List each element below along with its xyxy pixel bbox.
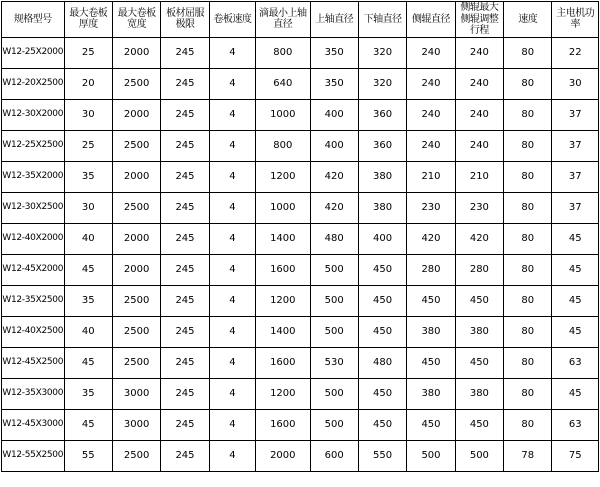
table-cell: 2000 (112, 254, 160, 285)
table-cell: 63 (552, 409, 599, 440)
table-row (2, 130, 599, 161)
table-cell: 78 (504, 440, 552, 471)
table-row (2, 254, 599, 285)
table-cell: 240 (455, 99, 503, 130)
table-cell: 4 (209, 161, 255, 192)
table-cell: 30 (552, 68, 599, 99)
table-cell: 245 (161, 130, 209, 161)
table-cell: 400 (310, 130, 358, 161)
table-cell: 2500 (112, 68, 160, 99)
table-cell: 80 (504, 37, 552, 68)
table-cell: 80 (504, 130, 552, 161)
table-cell: 4 (209, 347, 255, 378)
table-cell: 240 (407, 37, 455, 68)
table-cell: 320 (358, 68, 406, 99)
table-cell: 280 (455, 254, 503, 285)
table-cell: 1600 (256, 254, 310, 285)
table-cell: 2000 (112, 161, 160, 192)
specification-table (1, 1, 599, 472)
table-cell: 800 (256, 130, 310, 161)
table-cell: 480 (310, 223, 358, 254)
table-cell: 450 (455, 409, 503, 440)
table-cell: 80 (504, 347, 552, 378)
table-cell: 80 (504, 223, 552, 254)
table-cell: 2500 (112, 192, 160, 223)
table-cell: 80 (504, 378, 552, 409)
column-header-min-diameter: 滴最小上轴直径 (256, 2, 310, 38)
table-cell: 245 (161, 37, 209, 68)
table-cell: 240 (455, 37, 503, 68)
table-cell: 320 (358, 37, 406, 68)
cell-model: W12-55X2500 (2, 440, 65, 471)
table-cell: 4 (209, 192, 255, 223)
cell-model: W12-40X2000 (2, 223, 65, 254)
table-cell: 1200 (256, 161, 310, 192)
table-row (2, 161, 599, 192)
table-cell: 450 (407, 285, 455, 316)
table-cell: 230 (455, 192, 503, 223)
table-cell: 75 (552, 440, 599, 471)
table-cell: 245 (161, 440, 209, 471)
table-cell: 37 (552, 99, 599, 130)
cell-model: W12-45X2500 (2, 347, 65, 378)
table-cell: 400 (358, 223, 406, 254)
table-cell: 450 (358, 316, 406, 347)
table-cell: 40 (64, 223, 112, 254)
table-cell: 45 (552, 285, 599, 316)
table-cell: 35 (64, 285, 112, 316)
table-cell: 1600 (256, 347, 310, 378)
column-header-upper-roll-diameter: 上轴直径 (310, 2, 358, 38)
table-cell: 240 (455, 68, 503, 99)
table-cell: 4 (209, 254, 255, 285)
table-cell: 245 (161, 223, 209, 254)
table-cell: 210 (407, 161, 455, 192)
table-cell: 37 (552, 130, 599, 161)
column-header-side-roll-stroke: 侧辊最大侧辊调整行程 (455, 2, 503, 38)
table-cell: 45 (552, 316, 599, 347)
column-header-max-width: 最大卷板宽度 (112, 2, 160, 38)
table-cell: 640 (256, 68, 310, 99)
table-cell: 80 (504, 68, 552, 99)
table-cell: 245 (161, 161, 209, 192)
table-cell: 2500 (112, 440, 160, 471)
table-cell: 80 (504, 409, 552, 440)
table-cell: 530 (310, 347, 358, 378)
table-cell: 245 (161, 378, 209, 409)
table-cell: 245 (161, 316, 209, 347)
table-cell: 380 (455, 378, 503, 409)
table-header-row (2, 2, 599, 38)
table-header (2, 2, 599, 38)
table-cell: 450 (455, 347, 503, 378)
column-header-model: 规格型号 (2, 2, 65, 38)
column-header-rolling-speed: 卷板速度 (209, 2, 255, 38)
table-cell: 80 (504, 99, 552, 130)
table-cell: 350 (310, 68, 358, 99)
table-cell: 240 (407, 68, 455, 99)
table-cell: 2000 (256, 440, 310, 471)
table-cell: 80 (504, 192, 552, 223)
table-cell: 240 (407, 130, 455, 161)
table-cell: 1000 (256, 192, 310, 223)
table-row (2, 223, 599, 254)
table-cell: 3000 (112, 378, 160, 409)
table-cell: 40 (64, 316, 112, 347)
table-cell: 600 (310, 440, 358, 471)
cell-model: W12-35X3000 (2, 378, 65, 409)
table-cell: 380 (455, 316, 503, 347)
table-cell: 4 (209, 285, 255, 316)
table-cell: 420 (310, 161, 358, 192)
table-cell: 55 (64, 440, 112, 471)
table-cell: 245 (161, 409, 209, 440)
column-header-motor-power: 主电机功率 (552, 2, 599, 38)
cell-model: W12-45X2000 (2, 254, 65, 285)
table-cell: 1000 (256, 99, 310, 130)
table-cell: 4 (209, 223, 255, 254)
table-cell: 45 (552, 378, 599, 409)
table-cell: 380 (358, 161, 406, 192)
cell-model: W12-25X2000 (2, 37, 65, 68)
table-cell: 350 (310, 37, 358, 68)
table-cell: 450 (455, 285, 503, 316)
table-cell: 420 (407, 223, 455, 254)
table-cell: 420 (310, 192, 358, 223)
table-cell: 1600 (256, 409, 310, 440)
table-row (2, 440, 599, 471)
table-row (2, 68, 599, 99)
table-cell: 420 (455, 223, 503, 254)
table-cell: 37 (552, 192, 599, 223)
cell-model: W12-40X2500 (2, 316, 65, 347)
table-cell: 4 (209, 130, 255, 161)
table-cell: 2000 (112, 37, 160, 68)
column-header-yield-limit: 板材屈服极限 (161, 2, 209, 38)
table-cell: 500 (310, 285, 358, 316)
table-cell: 30 (64, 192, 112, 223)
table-cell: 380 (407, 316, 455, 347)
table-cell: 30 (64, 99, 112, 130)
table-cell: 4 (209, 440, 255, 471)
table-cell: 500 (407, 440, 455, 471)
table-cell: 245 (161, 254, 209, 285)
table-cell: 380 (358, 192, 406, 223)
table-cell: 22 (552, 37, 599, 68)
table-cell: 450 (358, 409, 406, 440)
table-cell: 240 (407, 99, 455, 130)
table-cell: 500 (310, 409, 358, 440)
table-cell: 35 (64, 161, 112, 192)
table-cell: 3000 (112, 409, 160, 440)
table-cell: 500 (310, 254, 358, 285)
table-cell: 4 (209, 37, 255, 68)
table-row (2, 285, 599, 316)
table-cell: 2500 (112, 285, 160, 316)
table-cell: 80 (504, 161, 552, 192)
table-cell: 45 (552, 254, 599, 285)
table-cell: 245 (161, 192, 209, 223)
table-cell: 2500 (112, 130, 160, 161)
table-cell: 450 (407, 347, 455, 378)
table-cell: 230 (407, 192, 455, 223)
cell-model: W12-35X2000 (2, 161, 65, 192)
table-cell: 2000 (112, 99, 160, 130)
table-cell: 1200 (256, 285, 310, 316)
table-cell: 210 (455, 161, 503, 192)
table-row (2, 316, 599, 347)
table-cell: 360 (358, 99, 406, 130)
cell-model: W12-20X2500 (2, 68, 65, 99)
table-row (2, 409, 599, 440)
cell-model: W12-30X2000 (2, 99, 65, 130)
table-row (2, 347, 599, 378)
table-cell: 1200 (256, 378, 310, 409)
table-cell: 360 (358, 130, 406, 161)
table-cell: 25 (64, 37, 112, 68)
table-cell: 500 (310, 378, 358, 409)
column-header-max-thickness: 最大卷板厚度 (64, 2, 112, 38)
cell-model: W12-25X2500 (2, 130, 65, 161)
table-cell: 450 (407, 409, 455, 440)
table-cell: 245 (161, 347, 209, 378)
column-header-speed: 速度 (504, 2, 552, 38)
table-cell: 45 (64, 409, 112, 440)
table-cell: 240 (455, 130, 503, 161)
table-cell: 4 (209, 68, 255, 99)
table-cell: 2000 (112, 223, 160, 254)
table-cell: 80 (504, 316, 552, 347)
table-cell: 280 (407, 254, 455, 285)
table-cell: 1400 (256, 316, 310, 347)
table-cell: 45 (64, 254, 112, 285)
cell-model: W12-30X2500 (2, 192, 65, 223)
table-cell: 800 (256, 37, 310, 68)
table-cell: 400 (310, 99, 358, 130)
table-cell: 80 (504, 285, 552, 316)
cell-model: W12-45X3000 (2, 409, 65, 440)
table-cell: 35 (64, 378, 112, 409)
table-cell: 20 (64, 68, 112, 99)
table-cell: 450 (358, 285, 406, 316)
table-cell: 37 (552, 161, 599, 192)
table-cell: 1400 (256, 223, 310, 254)
table-cell: 25 (64, 130, 112, 161)
table-row (2, 378, 599, 409)
table-cell: 245 (161, 285, 209, 316)
table-cell: 2500 (112, 316, 160, 347)
column-header-lower-roll-diameter: 下轴直径 (358, 2, 406, 38)
table-cell: 480 (358, 347, 406, 378)
table-cell: 63 (552, 347, 599, 378)
table-cell: 4 (209, 378, 255, 409)
table-cell: 245 (161, 68, 209, 99)
table-row (2, 192, 599, 223)
table-cell: 245 (161, 99, 209, 130)
table-cell: 450 (358, 378, 406, 409)
table-cell: 450 (358, 254, 406, 285)
table-row (2, 37, 599, 68)
table-cell: 550 (358, 440, 406, 471)
table-row (2, 99, 599, 130)
table-cell: 80 (504, 254, 552, 285)
table-cell: 2500 (112, 347, 160, 378)
table-cell: 500 (455, 440, 503, 471)
table-cell: 380 (407, 378, 455, 409)
table-body (2, 37, 599, 471)
table-cell: 4 (209, 316, 255, 347)
table-cell: 45 (64, 347, 112, 378)
table-cell: 45 (552, 223, 599, 254)
table-cell: 4 (209, 99, 255, 130)
table-cell: 500 (310, 316, 358, 347)
column-header-side-roll-diameter: 侧辊直径 (407, 2, 455, 38)
cell-model: W12-35X2500 (2, 285, 65, 316)
table-cell: 4 (209, 409, 255, 440)
